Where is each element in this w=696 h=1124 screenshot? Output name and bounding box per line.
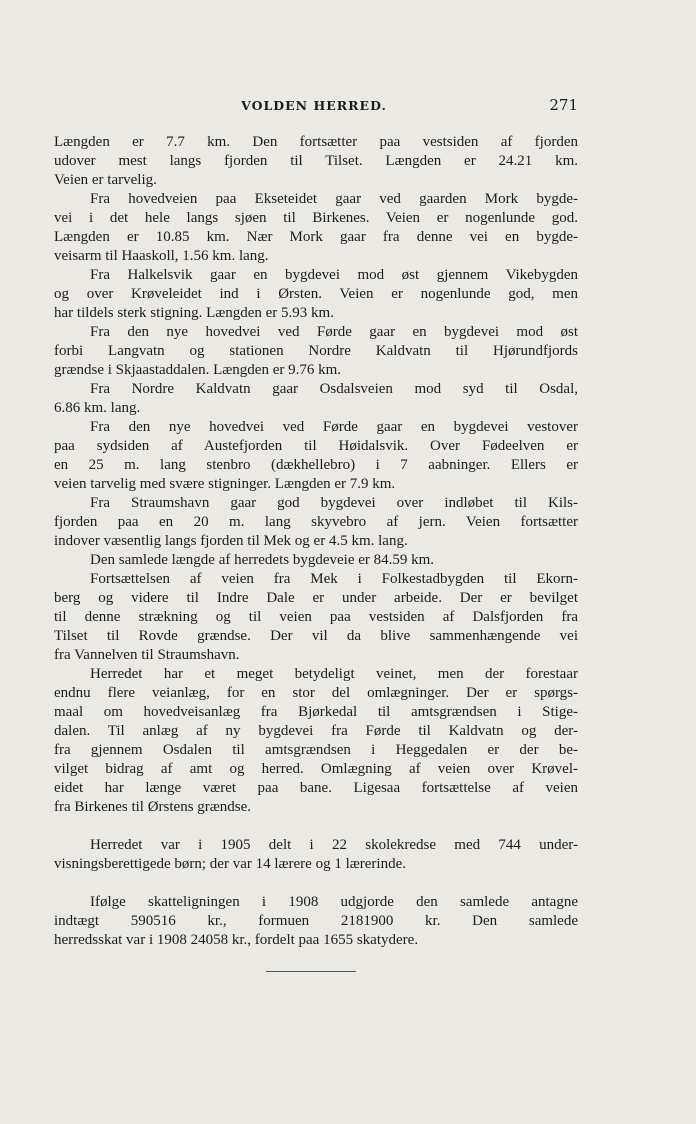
page-body bbox=[54, 133, 578, 950]
text-line: Fra Straumshavn gaar god bygdevei over indløbet til Kils- bbox=[90, 495, 578, 511]
text-line: fra Birkenes til Ørstens grændse. bbox=[54, 799, 252, 815]
text-line: vilget bidrag af amt og herred. Omlægning af veien over Krøvel- bbox=[54, 761, 578, 777]
text-line: Herredet har et meget betydeligt veinet, men der forestaar bbox=[90, 666, 578, 682]
text-line: Fra hovedveien paa Ekseteidet gaar ved gaarden Mork bygde- bbox=[90, 191, 578, 207]
text-line: Herredet var i 1905 delt i 22 skolekredse med 744 under- bbox=[90, 837, 578, 853]
text-line: Fra den nye hovedvei ved Førde gaar en bygdevei mod øst bbox=[90, 324, 578, 340]
text-line: en 25 m. lang stenbro (dækhellebro) i 7 aabninger. Ellers er bbox=[54, 457, 578, 473]
text-line: fra gjennem Osdalen til amtsgrændsen i Heggedalen er der be- bbox=[54, 742, 578, 758]
text-line: paa sydsiden af Austefjorden til Høidalsvik. Over Fødeelven er bbox=[54, 438, 578, 454]
text-line: berg og videre til Indre Dale er under arbeide. Der er bevilget bbox=[54, 590, 578, 606]
text-line: vei i det hele langs sjøen til Birkenes. Veien er nogenlunde god. bbox=[54, 210, 578, 226]
text-line: endnu flere veianlæg, for en stor del omlægninger. Der er spørgs- bbox=[54, 685, 578, 701]
text-line: Fra Nordre Kaldvatn gaar Osdalsveien mod syd til Osdal, bbox=[90, 381, 578, 397]
text-line: Fortsættelsen af veien fra Mek i Folkestadbygden til Ekorn- bbox=[90, 571, 578, 587]
text-line: Fra Halkelsvik gaar en bygdevei mod øst gjennem Vikebygden bbox=[90, 267, 578, 283]
text-line: indtægt 590516 kr., formuen 2181900 kr. Den samlede bbox=[54, 913, 578, 929]
tax-paragraph bbox=[54, 893, 578, 950]
text-line: har tildels sterk stigning. Længden er 5.93 km. bbox=[54, 305, 334, 321]
roads-section bbox=[54, 133, 578, 817]
text-line: Fra den nye hovedvei ved Førde gaar en bygdevei vestover bbox=[90, 419, 578, 435]
paragraph-gap bbox=[54, 817, 578, 836]
running-header-title: VOLDEN HERRED. bbox=[241, 98, 387, 113]
text-line: veisarm til Haaskoll, 1.56 km. lang. bbox=[54, 248, 269, 264]
text-line: veien tarvelig med svære stigninger. Længden er 7.9 km. bbox=[54, 476, 396, 492]
school-paragraph bbox=[54, 836, 578, 874]
text-line: Den samlede længde af herredets bygdeveie er 84.59 km. bbox=[90, 552, 435, 568]
text-line: Tilset til Rovde grændse. Der vil da blive sammenhængende vei bbox=[54, 628, 578, 644]
text-line: herredsskat var i 1908 24058 kr., fordelt paa 1655 skatydere. bbox=[54, 932, 419, 948]
text-line: maal om hovedveisanlæg fra Bjørkedal til amtsgrændsen i Stige- bbox=[54, 704, 578, 720]
text-line: dalen. Til anlæg af ny bygdevei fra Førde til Kaldvatn og der- bbox=[54, 723, 578, 739]
closing-rule bbox=[266, 971, 356, 972]
text-line: fjorden paa en 20 m. lang skyvebro af jern. Veien fortsætter bbox=[54, 514, 578, 530]
text-line: Veien er tarvelig. bbox=[54, 172, 157, 188]
text-line: udover mest langs fjorden til Tilset. Længden er 24.21 km. bbox=[54, 153, 578, 169]
text-line: Længden er 7.7 km. Den fortsætter paa vestsiden af fjorden bbox=[54, 134, 578, 150]
text-line: til denne strækning og til veien paa vestsiden af Dalsfjorden fra bbox=[54, 609, 578, 625]
text-line: forbi Langvatn og stationen Nordre Kaldvatn til Hjørundfjords bbox=[54, 343, 578, 359]
text-line: og over Krøveleidet ind i Ørsten. Veien er nogenlunde god, men bbox=[54, 286, 578, 302]
text-line: grændse i Skjaastaddalen. Længden er 9.76 km. bbox=[54, 362, 342, 378]
text-line: indover væsentlig langs fjorden til Mek og er 4.5 km. lang. bbox=[54, 533, 408, 549]
page-number: 271 bbox=[549, 96, 578, 114]
text-line: visningsberettigede børn; der var 14 lærere og 1 lærerinde. bbox=[54, 856, 406, 872]
text-line: fra Vannelven til Straumshavn. bbox=[54, 647, 240, 663]
text-line: eidet har længe været paa bane. Ligesaa fortsættelse af veien bbox=[54, 780, 578, 796]
paragraph-gap bbox=[54, 874, 578, 893]
text-line: 6.86 km. lang. bbox=[54, 400, 141, 416]
text-line: Længden er 10.85 km. Nær Mork gaar fra denne vei en bygde- bbox=[54, 229, 578, 245]
text-line: Ifølge skatteligningen i 1908 udgjorde den samlede antagne bbox=[90, 894, 578, 910]
